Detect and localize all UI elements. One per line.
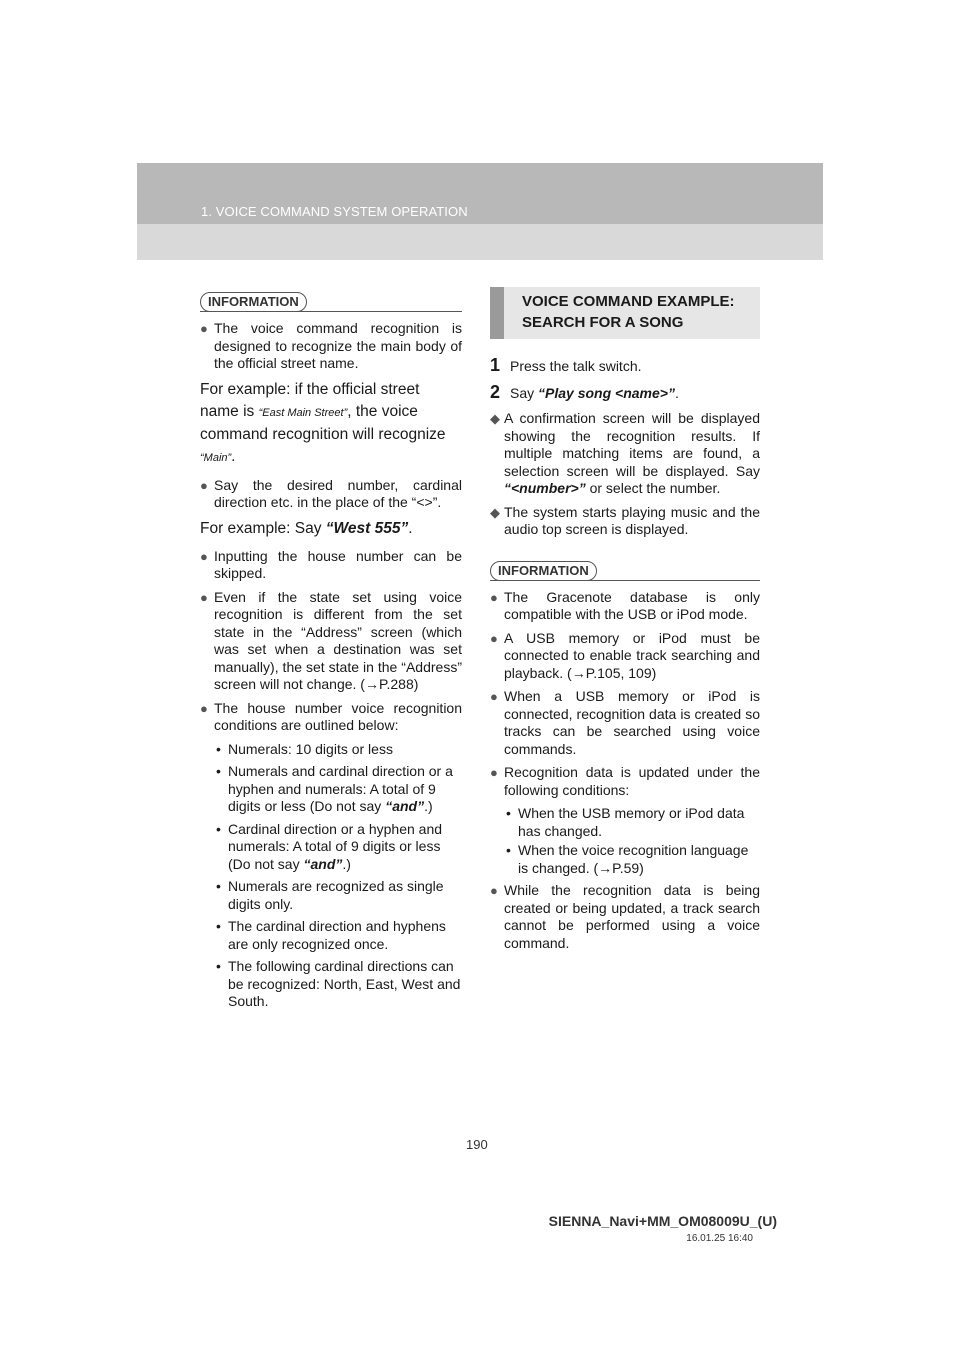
dot-bullet-icon: ● [200, 477, 208, 493]
sub-list-item: • Numerals are recognized as single digits only. [216, 878, 444, 912]
sub-list-item: • Numerals and cardinal direction or a hyphen and numerals: A total of 9 digits or less (Do not say “and”.) [216, 763, 453, 814]
step-1: 1 Press the talk switch. [490, 355, 642, 375]
info-bullet: ● Recognition data is updated under the following conditions: [490, 764, 760, 798]
sub-list-item: • The following cardinal directions can be recognized: North, East, West and South. [216, 958, 461, 1009]
header-band [137, 163, 823, 260]
dot-bullet-icon: ● [490, 765, 498, 780]
street-name-example: For example: if the official street name is “East Main Street”, the voice command recognition will recognize “Main”. [200, 380, 446, 465]
dot-bullet-icon: ● [200, 321, 208, 336]
say-example: For example: Say “West 555”. [200, 519, 413, 537]
heading-accent-bar [490, 287, 504, 339]
sub-list-item: • The cardinal direction and hyphens are only recognized once. [216, 918, 446, 952]
result-bullet: ◆ The system starts playing music and the audio top screen is displayed. [490, 503, 760, 537]
information-header [490, 559, 760, 581]
dot-bullet-icon: ● [200, 589, 208, 605]
info-bullet: ● Even if the state set using voice recognition is different from the set state in the “Address” screen (which was set when a destination was set manually), the set state in the “Address” screen will not change. (→P.288) [200, 588, 462, 692]
information-label: INFORMATION [200, 292, 307, 312]
dot-bullet-icon: ● [490, 689, 498, 704]
dot-bullet-icon: ● [490, 883, 498, 898]
document-code: SIENNA_Navi+MM_OM08009U_(U) [548, 1213, 777, 1229]
info-bullet: ● The house number voice recognition conditions are outlined below: [200, 699, 462, 733]
result-bullet: ◆ A confirmation screen will be displayed showing the recognition results. If multiple matching items are found, a selection screen will be displayed. Say “<number>” or select the number. [490, 410, 760, 496]
document-timestamp: 16.01.25 16:40 [686, 1233, 753, 1244]
info-bullet: ● Inputting the house number can be skipped. [200, 547, 462, 581]
dot-bullet-icon: ● [490, 630, 498, 646]
section-heading [490, 287, 760, 339]
heading-title: VOICE COMMAND EXAMPLE: SEARCH FOR A SONG [522, 293, 735, 331]
right-column [490, 287, 760, 958]
left-column [200, 290, 462, 1016]
information-label: INFORMATION [490, 561, 597, 581]
dot-bullet-icon: ● [490, 589, 498, 605]
info-bullet: ● Say the desired number, cardinal direction etc. in the place of the “<>”. [200, 476, 462, 510]
dot-bullet-icon: ● [200, 700, 208, 716]
info-bullet: ● The voice command recognition is designed to recognize the main body of the official street name. [200, 320, 462, 371]
page-number: 190 [466, 1137, 488, 1152]
info-bullet: ● While the recognition data is being created or being updated, a track search cannot be performed using a voice command. [490, 882, 760, 951]
sub-list-item: • Numerals: 10 digits or less [216, 740, 393, 757]
dot-bullet-icon: ● [200, 548, 208, 564]
info-bullet: ● When a USB memory or iPod is connected, recognition data is created so tracks can be searched using voice commands. [490, 688, 760, 757]
info-bullet: ● The Gracenote database is only compatible with the USB or iPod mode. [490, 588, 760, 622]
diamond-bullet-icon: ◆ [490, 411, 500, 426]
header-top-bar [137, 163, 823, 224]
diamond-bullet-icon: ◆ [490, 504, 500, 520]
sub-list-item: • When the voice recognition language is changed. (→P.59) [506, 842, 749, 876]
sub-list-item: • When the USB memory or iPod data has changed. [506, 805, 745, 839]
section-title: 1. VOICE COMMAND SYSTEM OPERATION [201, 204, 468, 219]
info-bullet: ● A USB memory or iPod must be connected to enable track searching and playback. (→P.105, 109) [490, 629, 760, 681]
sub-list-item: • Cardinal direction or a hyphen and numerals: A total of 9 digits or less (Do not say “and”.) [216, 820, 443, 872]
information-header [200, 290, 462, 312]
step-2: 2 Say “Play song <name>”. [490, 381, 679, 402]
